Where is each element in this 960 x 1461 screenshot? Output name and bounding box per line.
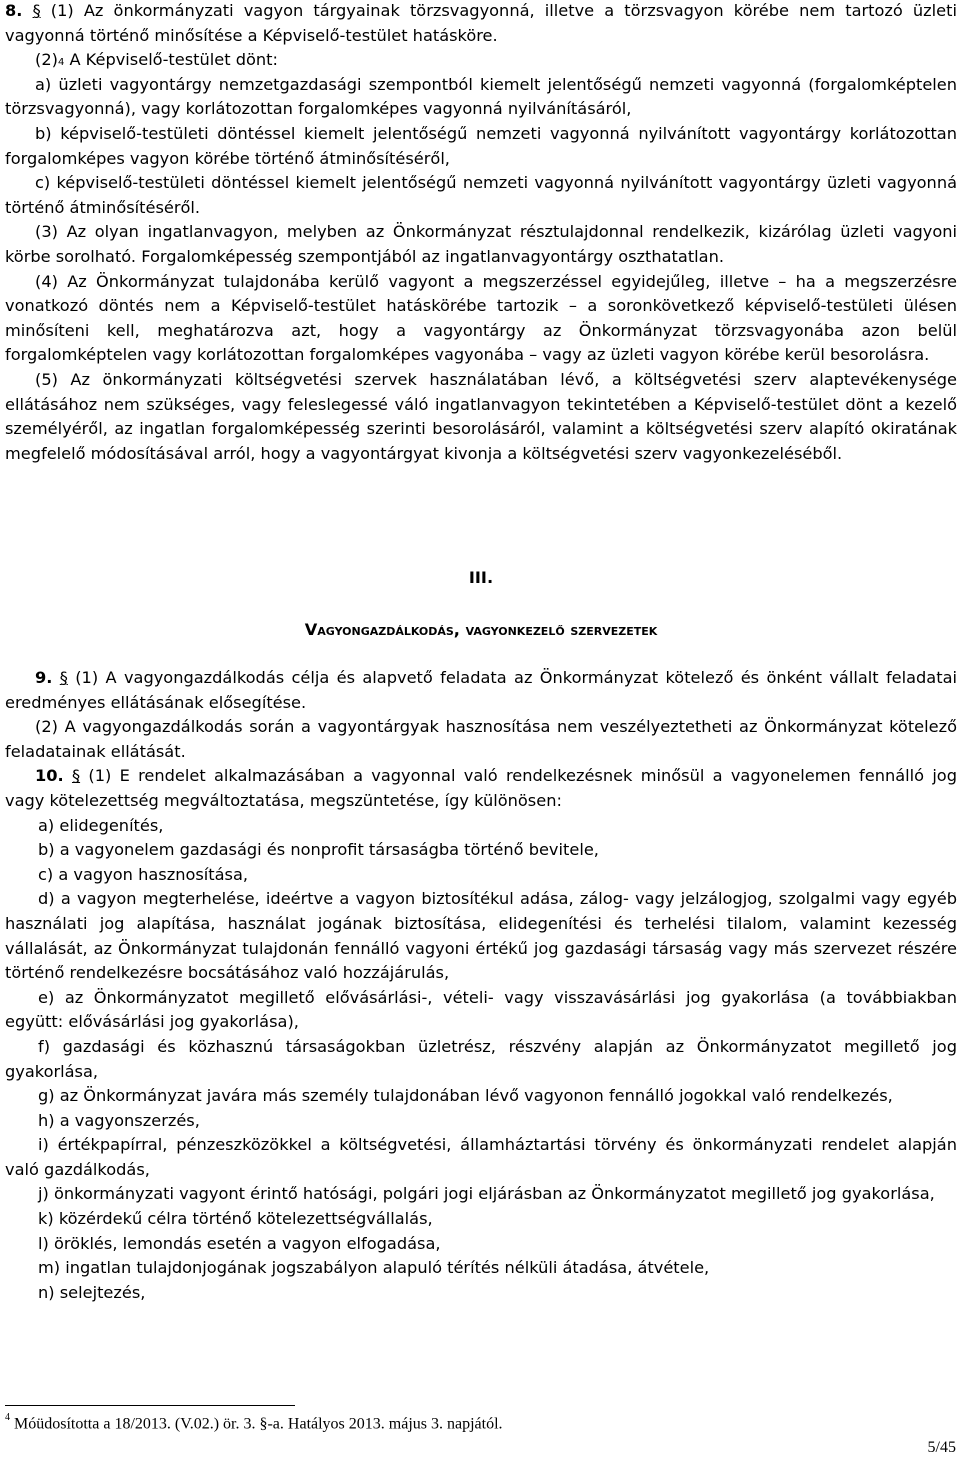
section-9-number: 9. [35,668,53,687]
sections-9-10 [5,666,957,1305]
page-number: 5/45 [927,1439,956,1456]
section-10-item: e) az Önkormányzatot megillető elővásárlási-, vételi- vagy visszavásárlási jog gyakorlása (a továbbiakban együtt: elővásárlási jog gyakorlása), [5,987,957,1032]
section-10-item: k) közérdekű célra történő kötelezettségvállalás, [38,1209,433,1229]
section-8-item-b: b) képviselő-testületi döntéssel kiemelt jelentőségű nemzeti vagyonná nyilvánított vagyontárgy korlátozottan forgalomképes vagyon körébe történő átminősítéséről, [5,123,957,168]
footnote [5,1414,503,1433]
section-10-number: 10. [35,766,64,786]
section-10-item: c) a vagyon hasznosítása, [38,864,249,884]
section-8-paragraph-2 [5,48,957,73]
section-8-sign: § [32,1,41,20]
section-10-paragraph-1 [5,764,957,813]
footnote-number: 4 [5,1412,10,1423]
section-8-item-a: a) üzleti vagyontárgy nemzetgazdasági szempontból kiemelt jelentőségű nemzeti vagyonná (forgalomképtelen törzsvagyonná), vagy korlátozottan forgalomképes vagyonná nyilvánításáról, [5,74,957,119]
section-8-item-c: c) képviselő-testületi döntéssel kiemelt jelentőségű nemzeti vagyonná nyilvánított vagyontárgy üzleti vagyonná történő átminősítéséről. [5,173,957,217]
footnote-divider [5,1405,295,1406]
section-10-item: m) ingatlan tulajdonjogának jogszabályon alapuló térítés nélküli átadása, átvétele, [38,1258,710,1278]
section-8-p2-prefix: (2) [35,50,58,70]
section-8-paragraph-1 [5,0,957,48]
section-10-item: l) öröklés, lemondás esetén a vagyon elfogadása, [38,1233,441,1253]
section-10-item: i) értékpapírral, pénzeszközökkel a költségvetési, államháztartási törvény és önkormányzati rendelet alapján való gazdálkodás, [5,1135,957,1179]
section-10-item: j) önkormányzati vagyont érintő hatósági, polgári jogi eljárásban az Önkormányzatot megillető jog gyakorlása, [38,1184,935,1204]
section-8-paragraph-3: (3) Az olyan ingatlanvagyon, melyben az Önkormányzat résztulajdonnal rendelkezik, kizárólag üzleti vagyoni körbe sorolható. Forgalomképesség szempontjából az ingatlanvagyontárgy oszthatatlan. [5,222,957,266]
chapter-number: III. [468,568,494,587]
section-10-item: f) gazdasági és közhasznú társaságokban üzletrész, részvény alapján az Önkormányzatot megillető jog gyakorlása, [5,1036,957,1081]
chapter-title: Vagyongazdálkodás, vagyonkezelő szervezetek [304,620,658,639]
section-8-p2-text: A Képviselő-testület dönt: [64,50,278,70]
section-8-p1-text: (1) Az önkormányzati vagyon tárgyainak törzsvagyonná, illetve a törzsvagyon körébe nem tartozó üzleti vagyonná történő minősítése a Képviselő-testület hatásköre. [5,1,957,45]
section-9-p1-text: (1) A vagyongazdálkodás célja és alapvető feladata az Önkormányzat kötelező és önként vállalt feladatai eredményes ellátásának elősegítése. [5,668,957,712]
section-10-item: d) a vagyon megterhelése, ideértve a vagyon biztosítékul adása, zálog- vagy jelzálogjog, szolgalmi vagy egyéb használati jog alapítása, használat jogának biztosítása, elidegenítési és terhelési tilalom, valamint kezesség vállalását, az Önkormányzat tulajdonán fennálló vagyoni értékű jog gazdasági társaság vagy más szervezet részére történő rendelkezésre bocsátásához való hozzájárulás, [5,889,957,983]
section-8-number: 8. [5,1,23,20]
section-10-item: h) a vagyonszerzés, [38,1110,200,1130]
section-10-p1-text: (1) E rendelet alkalmazásában a vagyonnal való rendelkezésnek minősül a vagyonelemen fennálló jog vagy kötelezettség megváltoztatása, megszüntetése, így különösen: [5,766,957,810]
section-8-paragraph-4: (4) Az Önkormányzat tulajdonába kerülő vagyont a megszerzéssel egyidejűleg, illetve – ha a megszerzésre vonatkozó döntés nem a Képviselő-testület hatáskörébe tartozik – a soronkövetkező képviselő-testületi ülésen minősíteni kell, meghatározva azt, hogy a vagyontárgy az Önkormányzat törzsvagyonába azon belül forgalomképtelen vagy korlátozottan forgalomképes vagyonába – vagy az üzleti vagyon körébe kerül besorolásra. [5,271,957,365]
section-8 [5,0,957,466]
section-10-item: n) selejtezés, [38,1282,146,1302]
footnote-reference[interactable]: 4 [57,57,65,69]
section-9-paragraph-1 [5,666,957,715]
section-10-item: g) az Önkormányzat javára más személy tulajdonában lévő vagyonon fennálló jogokkal való rendelkezés, [38,1086,893,1106]
section-8-paragraph-5: (5) Az önkormányzati költségvetési szervek használatában lévő, a költségvetési szerv alaptevékenysége ellátásához nem szükséges, vagy feleslegessé váló ingatlanvagyon tekintetében a Képviselő-testület dönt a kezelő személyéről, az ingatlan forgalomképesség szerinti besorolásáról, valamint a költségvetési szerv alapító okiratának megfelelő módosításával arról, hogy a vagyontárgyat kivonja a költségvetési szerv vagyonkezeléséből. [5,369,957,463]
section-9-paragraph-2: (2) A vagyongazdálkodás során a vagyontárgyak hasznosítása nem veszélyeztetheti az Önkormányzat kötelező feladatainak ellátását. [5,717,957,761]
section-9-sign: § [59,668,68,687]
footnote-text: Móüdosította a 18/2013. (V.02.) ör. 3. §-a. Hatályos 2013. május 3. napjától. [10,1415,503,1433]
section-10-sign: § [71,766,81,786]
section-10-item: a) elidegenítés, [38,815,164,835]
section-10-item: b) a vagyonelem gazdasági és nonprofit társaságba történő bevitele, [38,840,599,860]
